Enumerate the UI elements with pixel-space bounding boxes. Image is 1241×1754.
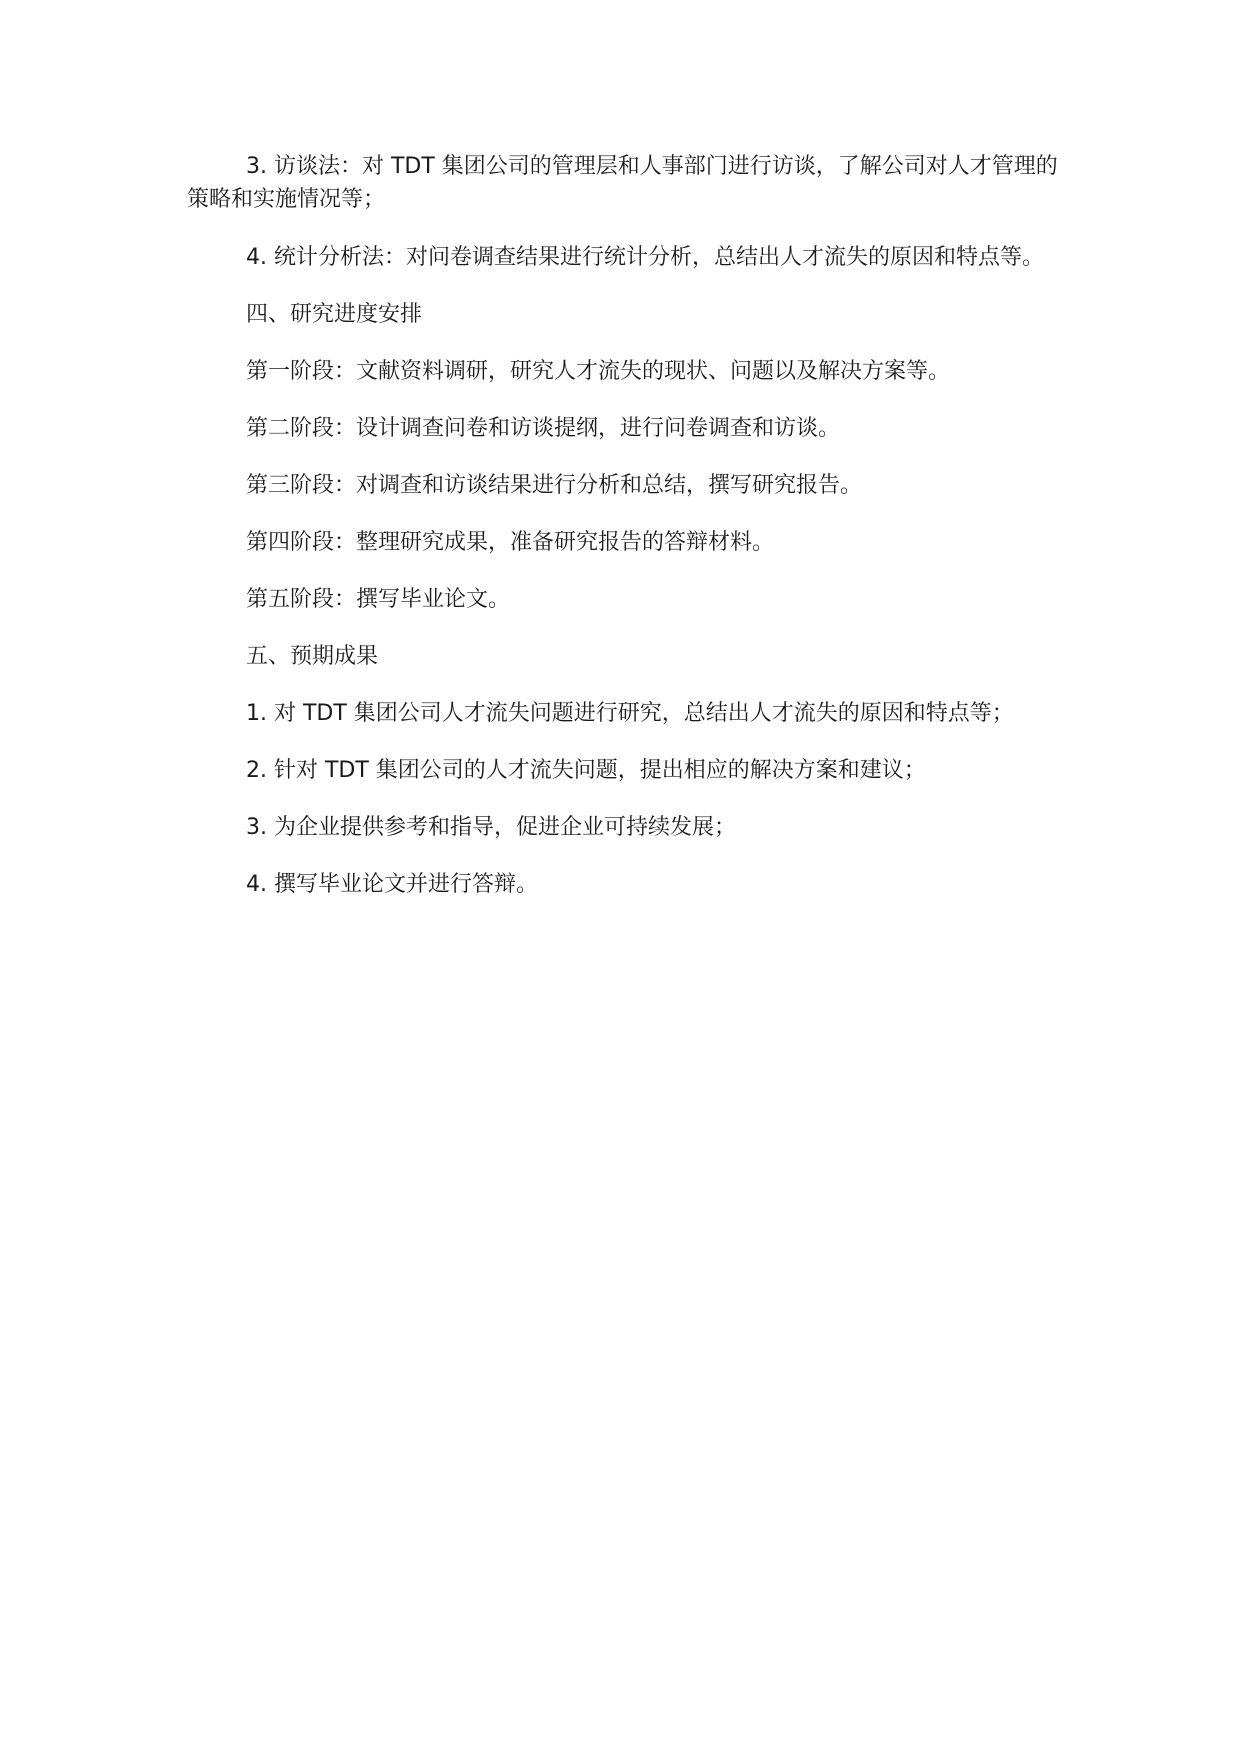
stage-4-paragraph: 第四阶段：整理研究成果，准备研究报告的答辩材料。 bbox=[246, 530, 775, 555]
stage-3-paragraph: 第三阶段：对调查和访谈结果进行分析和总结，撰写研究报告。 bbox=[246, 473, 863, 498]
stage-5-paragraph: 第五阶段：撰写毕业论文。 bbox=[246, 587, 511, 612]
document-body bbox=[187, 150, 1067, 901]
section-5-heading: 五、预期成果 bbox=[246, 644, 379, 669]
outcome-2-paragraph: 2. 针对 TDT 集团公司的人才流失问题，提出相应的解决方案和建议； bbox=[246, 758, 926, 783]
outcome-1-paragraph: 1. 对 TDT 集团公司人才流失问题进行研究，总结出人才流失的原因和特点等； bbox=[246, 701, 1014, 726]
section-4-heading: 四、研究进度安排 bbox=[246, 302, 423, 327]
stage-2-paragraph: 第二阶段：设计调查问卷和访谈提纲，进行问卷调查和访谈。 bbox=[246, 416, 841, 441]
method-3-paragraph: 3. 访谈法：对 TDT 集团公司的管理层和人事部门进行访谈，了解公司对人才管理的策略和实施情况等； bbox=[187, 154, 1058, 212]
outcome-3-paragraph: 3. 为企业提供参考和指导，促进企业可持续发展； bbox=[246, 815, 736, 840]
outcome-4-paragraph: 4. 撰写毕业论文并进行答辩。 bbox=[246, 872, 538, 897]
stage-1-paragraph: 第一阶段：文献资料调研，研究人才流失的现状、问题以及解决方案等。 bbox=[246, 359, 951, 384]
method-4-paragraph: 4. 统计分析法：对问卷调查结果进行统计分析，总结出人才流失的原因和特点等。 bbox=[246, 245, 1044, 270]
